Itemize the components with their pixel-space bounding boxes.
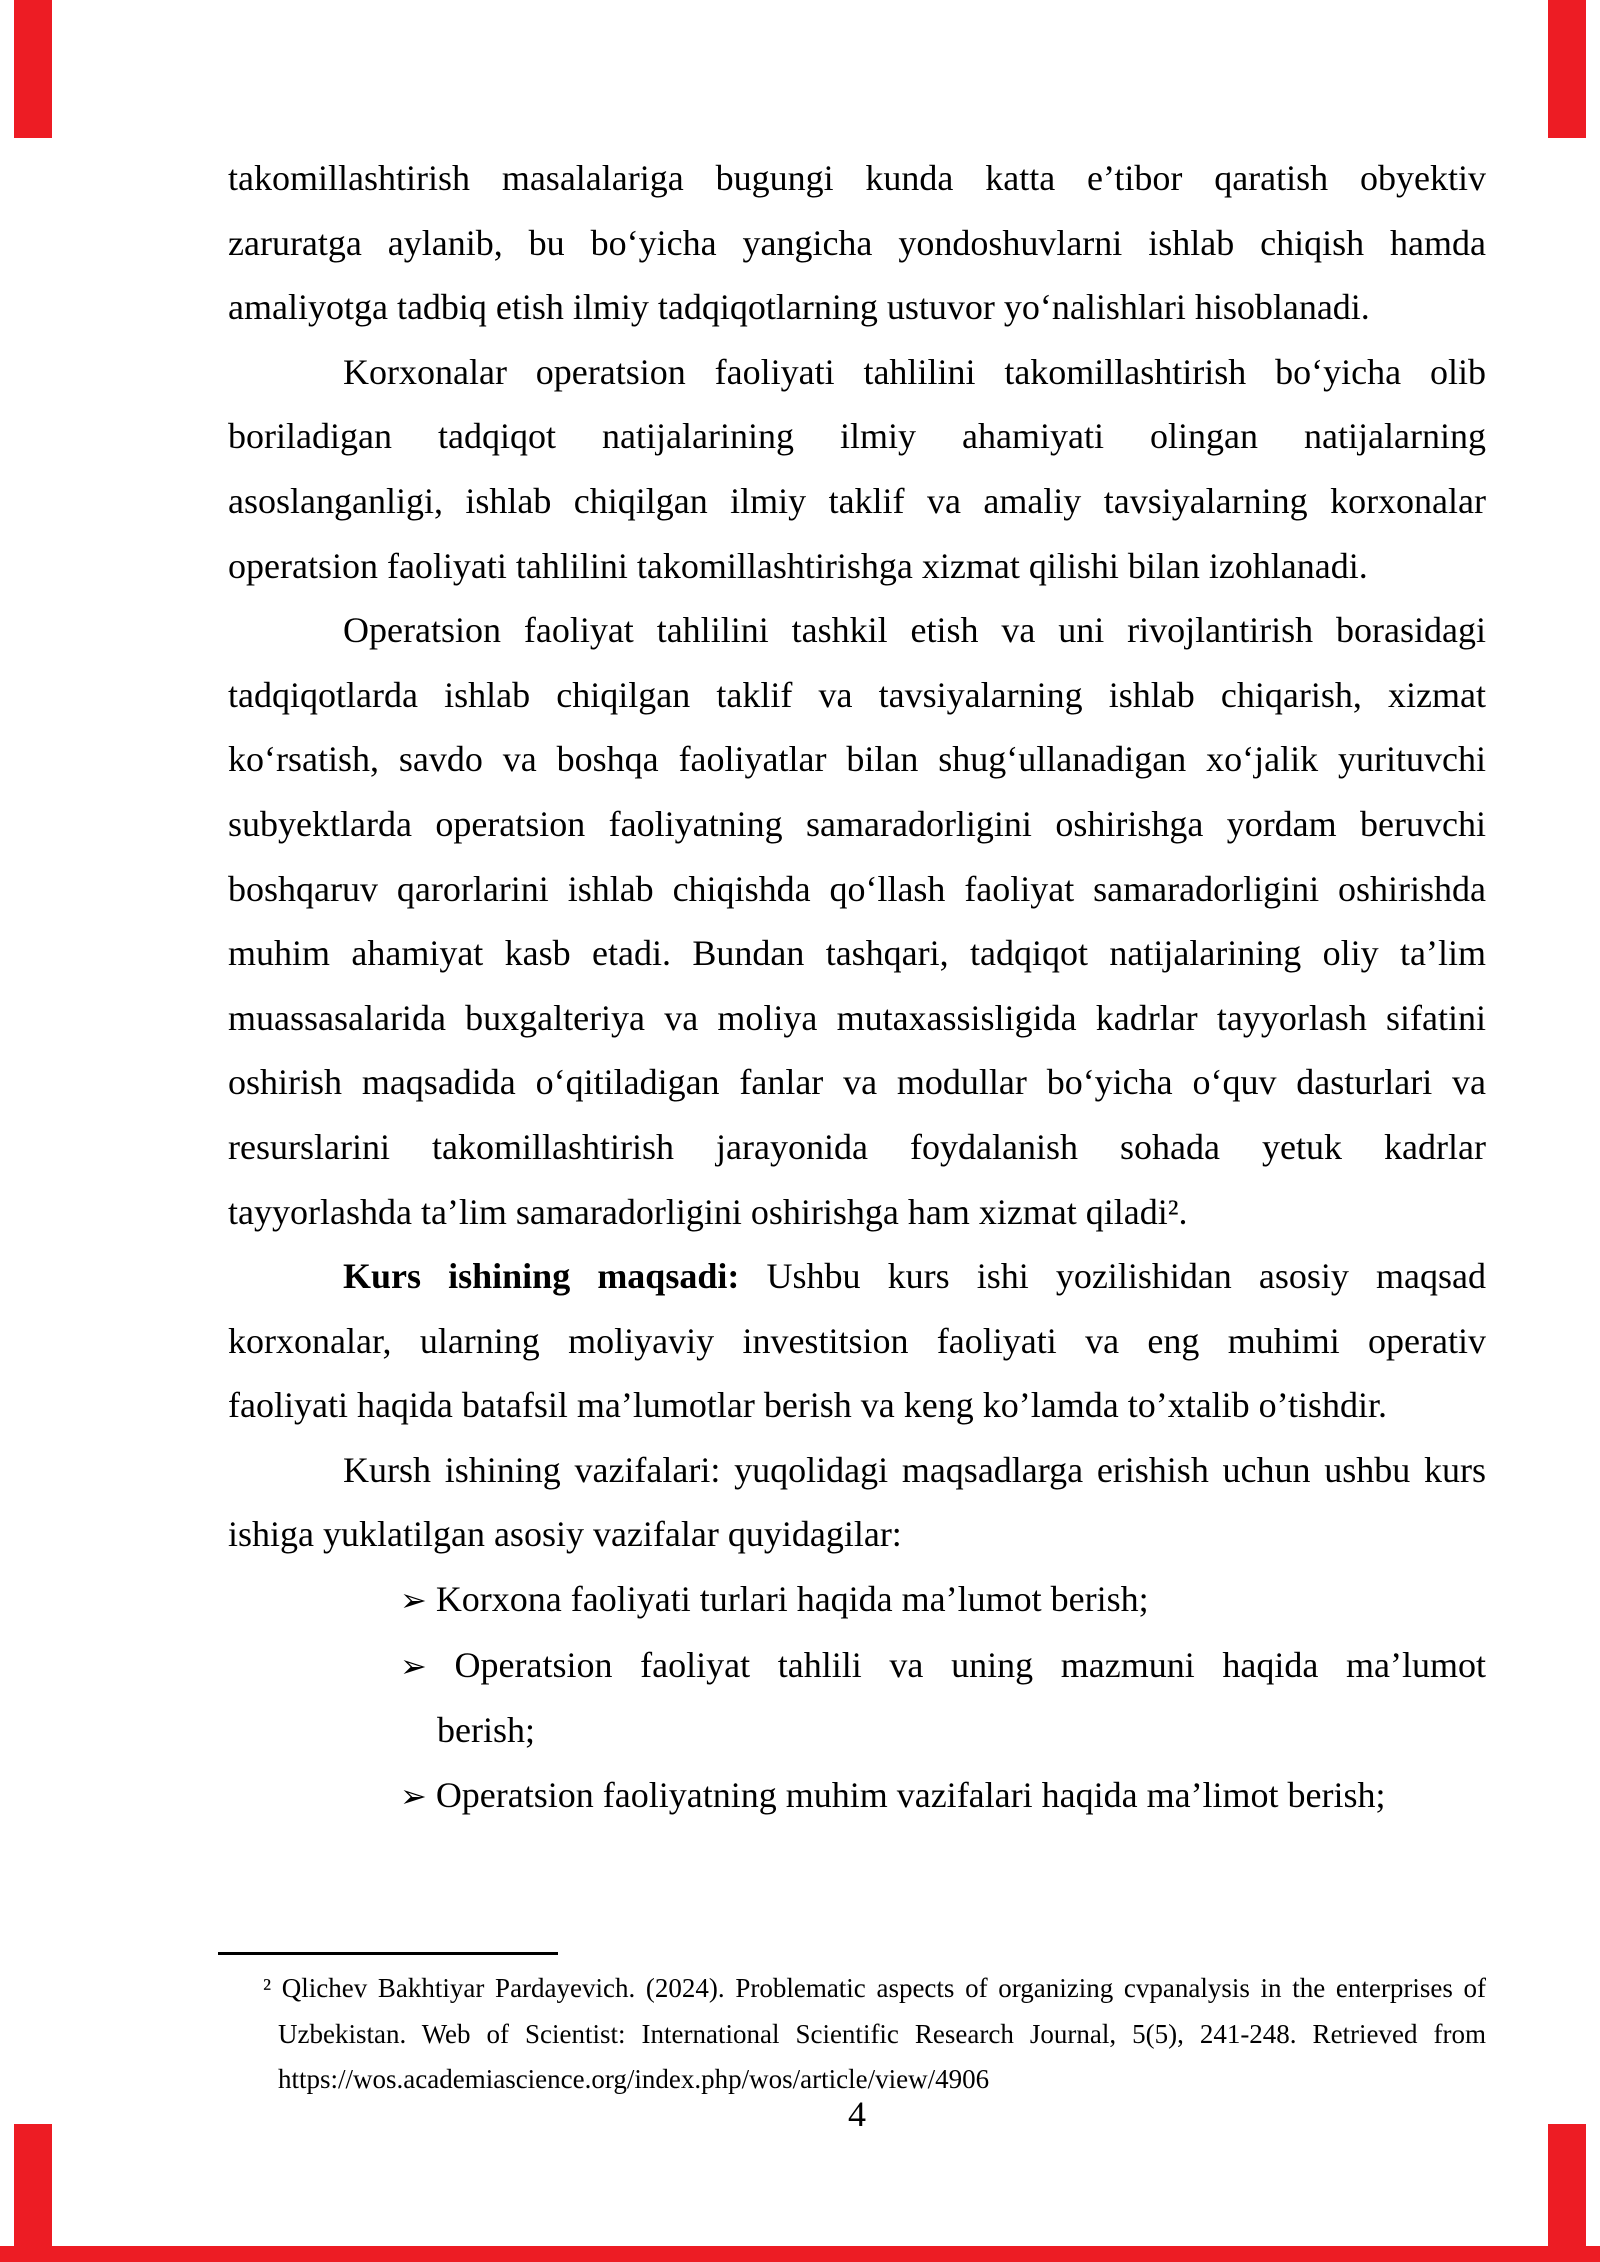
red-corner-mark-bottom-right [1548, 2124, 1586, 2262]
bullet-item [228, 1763, 1486, 1829]
red-corner-mark-top-right [1548, 0, 1586, 138]
footnote-line: Uzbekistan. Web of Scientist: International Scientific Research Journal, 5(5), 241-248. Retrieved from [278, 2018, 1486, 2049]
page-number: 4 [848, 2094, 866, 2134]
text-line: Operatsion faoliyat tahlilini tashkil etish va uni rivojlantirish borasidagi [343, 610, 1486, 651]
text-line: korxonalar, ularning moliyaviy investitsion faoliyati va eng muhimi operativ [228, 1320, 1486, 1361]
bullet-arrow-icon: ➢ [400, 1646, 427, 1685]
text-line: muhim ahamiyat kasb etadi. Bundan tashqari, tadqiqot natijalarining oliy ta’lim [228, 933, 1486, 974]
red-corner-mark-bottom-left [14, 2124, 52, 2262]
bullet-text: Korxona faoliyati turlari haqida ma’lumot berish; [435, 1579, 1149, 1620]
text-line [228, 1244, 1486, 1309]
text-line: boshqaruv qarorlarini ishlab chiqishda qoʻllash faoliyat samaradorligini oshirishda [228, 868, 1486, 909]
text-line: amaliyotga tadbiq etish ilmiy tadqiqotlarning ustuvor yoʻnalishlari hisoblanadi. [228, 287, 1370, 328]
text-line: tadqiqotlarda ishlab chiqilgan taklif va tavsiyalarning ishlab chiqarish, xizmat [228, 674, 1486, 715]
footnote-separator [218, 1952, 558, 1955]
red-bottom-edge-strip [0, 2246, 1600, 2262]
bullet-text: Operatsion faoliyat tahlili va uning mazmuni haqida ma’lumot [454, 1644, 1487, 1685]
text-line: Kursh ishining vazifalari: yuqolidagi maqsadlarga erishish uchun ushbu kurs [343, 1449, 1486, 1490]
text-line: boriladigan tadqiqot natijalarining ilmiy ahamiyati olingan natijalarning [228, 416, 1486, 457]
bullet-continuation-line: berish; [437, 1710, 535, 1751]
footnote-url: https://wos.academiascience.org/index.php/wos/article/view/4906 [278, 2064, 990, 2095]
text-line: oshirish maqsadida oʻqitiladigan fanlar va modullar boʻyicha oʻquv dasturlari va [228, 1062, 1486, 1103]
footnote [263, 1966, 1486, 2103]
text-line: Korxonalar operatsion faoliyati tahlilini takomillashtirish boʻyicha olib [343, 351, 1486, 392]
bullet-item [228, 1633, 1486, 1699]
bullet-item [228, 1567, 1486, 1633]
text-line: koʻrsatish, savdo va boshqa faoliyatlar bilan shugʻullanadigan xoʻjalik yurituvchi [228, 739, 1486, 780]
bullet-arrow-icon: ➢ [400, 1581, 427, 1620]
bullet-text: Operatsion faoliyatning muhim vazifalari haqida ma’limot berish; [435, 1774, 1386, 1815]
text-line: tayyorlashda ta’lim samaradorligini oshirishga ham xizmat qiladi². [228, 1191, 1188, 1232]
text-line: ishiga yuklatilgan asosiy vazifalar quyidagilar: [228, 1514, 902, 1555]
bullet-arrow-icon: ➢ [400, 1776, 427, 1815]
text-line: zaruratga aylanib, bu boʻyicha yangicha yondoshuvlarni ishlab chiqish hamda [228, 222, 1486, 263]
red-corner-mark-top-left [14, 0, 52, 138]
footnote-line: ² Qlichev Bakhtiyar Pardayevich. (2024). Problematic aspects of organizing cvpanalysis in the enterprises of [263, 1973, 1486, 2003]
heading-run: Kurs ishining maqsadi: [343, 1256, 740, 1297]
body-text [228, 146, 1486, 1828]
text-line: subyektlarda operatsion faoliyatning samaradorligini oshirishga yordam beruvchi [228, 803, 1486, 844]
text-line: resurslarini takomillashtirish jarayonida foydalanish sohada yetuk kadrlar [228, 1126, 1486, 1167]
text-line: takomillashtirish masalalariga bugungi kunda katta e’tibor qaratish obyektiv [228, 158, 1486, 198]
text-line: faoliyati haqida batafsil ma’lumotlar berish va keng ko’lamda to’xtalib o’tishdir. [228, 1385, 1388, 1426]
text-line: asoslanganligi, ishlab chiqilgan ilmiy taklif va amaliy tavsiyalarning korxonalar [228, 480, 1486, 521]
text-line: operatsion faoliyati tahlilini takomillashtirishga xizmat qilishi bilan izohlanadi. [228, 545, 1368, 586]
text-line: muassasalarida buxgalteriya va moliya mutaxassisligida kadrlar tayyorlash sifatini [228, 997, 1486, 1038]
text-run: Ushbu kurs ishi yozilishidan asosiy maqsad [739, 1256, 1487, 1297]
